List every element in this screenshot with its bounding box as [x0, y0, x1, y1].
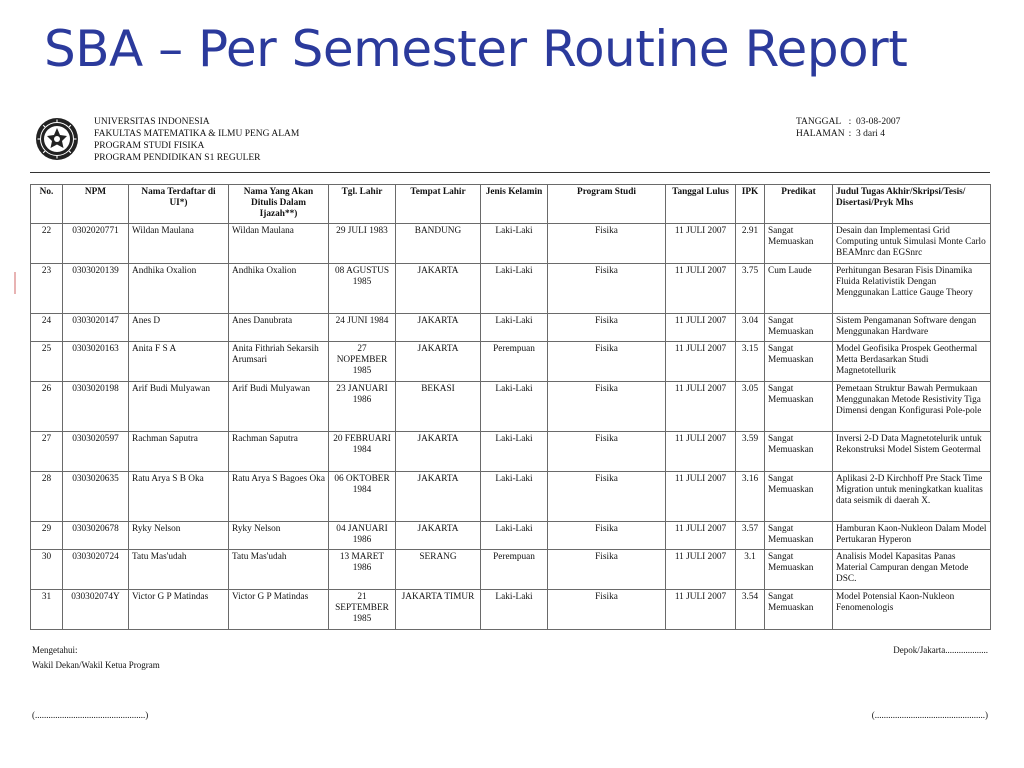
- cell-gender: Laki-Laki: [481, 224, 548, 264]
- cell-birth-date: 24 JUNI 1984: [329, 314, 396, 342]
- cell-graduation-date: 11 JULI 2007: [666, 472, 736, 522]
- cell-birth-place: JAKARTA TIMUR: [396, 590, 481, 630]
- cell-no: 26: [31, 382, 63, 432]
- cell-thesis-title: Aplikasi 2-D Kirchhoff Pre Stack Time Migration untuk meningkatkan kualitas data seismik di daerah X.: [833, 472, 991, 522]
- cell-no: 22: [31, 224, 63, 264]
- table-row: [31, 432, 991, 472]
- cell-no: 28: [31, 472, 63, 522]
- cell-no: 27: [31, 432, 63, 472]
- cell-study-program: Fisika: [548, 432, 666, 472]
- cell-thesis-title: Model Geofisika Prospek Geothermal Metta Berdasarkan Studi Magnetotellurik: [833, 342, 991, 382]
- cell-predicate: Sangat Memuaskan: [765, 432, 833, 472]
- cell-thesis-title: Perhitungan Besaran Fisis Dinamika Fluida Relativistik Dengan Menggunakan Lattice Gauge Theory: [833, 264, 991, 314]
- report-meta: [796, 116, 900, 140]
- signing-place: Depok/Jakarta...................: [893, 645, 988, 655]
- cell-thesis-title: Sistem Pengamanan Software dengan Menggunakan Hardware: [833, 314, 991, 342]
- cell-predicate: Sangat Memuaskan: [765, 224, 833, 264]
- table-row: [31, 522, 991, 550]
- cell-birth-date: 23 JANUARI 1986: [329, 382, 396, 432]
- cell-graduation-date: 11 JULI 2007: [666, 342, 736, 382]
- cell-thesis-title: Inversi 2-D Data Magnetotelurik untuk Rekonstruksi Model Sistem Geotermal: [833, 432, 991, 472]
- cell-no: 24: [31, 314, 63, 342]
- cell-graduation-date: 11 JULI 2007: [666, 382, 736, 432]
- cell-thesis-title: Hamburan Kaon-Nukleon Dalam Model Pertukaran Hyperon: [833, 522, 991, 550]
- cell-thesis-title: Analisis Model Kapasitas Panas Material Campuran dengan Metode DSC.: [833, 550, 991, 590]
- table-row: [31, 314, 991, 342]
- institution-line: PROGRAM PENDIDIKAN S1 REGULER: [94, 153, 261, 163]
- cell-gender: Laki-Laki: [481, 382, 548, 432]
- page-label: HALAMAN: [796, 129, 845, 139]
- meta-page-row: [796, 128, 900, 140]
- cell-diploma-name: Anes Danubrata: [229, 314, 329, 342]
- cell-birth-place: SERANG: [396, 550, 481, 590]
- cell-npm: 0302020771: [63, 224, 129, 264]
- table-row: [31, 550, 991, 590]
- meta-date-row: [796, 116, 900, 128]
- cell-diploma-name: Tatu Mas'udah: [229, 550, 329, 590]
- table-row: [31, 590, 991, 630]
- cell-predicate: Sangat Memuaskan: [765, 314, 833, 342]
- cell-gpa: 3.04: [736, 314, 765, 342]
- cell-study-program: Fisika: [548, 314, 666, 342]
- cell-no: 29: [31, 522, 63, 550]
- cell-predicate: Sangat Memuaskan: [765, 590, 833, 630]
- column-header: Tanggal Lulus: [666, 185, 736, 224]
- column-header: Nama Terdaftar di UI*): [129, 185, 229, 224]
- cell-graduation-date: 11 JULI 2007: [666, 522, 736, 550]
- cell-study-program: Fisika: [548, 382, 666, 432]
- table-row: [31, 472, 991, 522]
- cell-graduation-date: 11 JULI 2007: [666, 314, 736, 342]
- cell-npm: 0303020147: [63, 314, 129, 342]
- table-row: [31, 224, 991, 264]
- cell-gpa: 3.15: [736, 342, 765, 382]
- cell-predicate: Sangat Memuaskan: [765, 522, 833, 550]
- cell-registered-name: Ratu Arya S B Oka: [129, 472, 229, 522]
- cell-birth-place: JAKARTA: [396, 432, 481, 472]
- cell-study-program: Fisika: [548, 342, 666, 382]
- cell-birth-place: BANDUNG: [396, 224, 481, 264]
- meta-separator: :: [848, 129, 852, 139]
- cell-gpa: 3.75: [736, 264, 765, 314]
- date-value: 03-08-2007: [856, 117, 901, 127]
- column-header: Tempat Lahir: [396, 185, 481, 224]
- table-row: [31, 382, 991, 432]
- cell-gpa: 3.16: [736, 472, 765, 522]
- cell-study-program: Fisika: [548, 224, 666, 264]
- cell-registered-name: Rachman Saputra: [129, 432, 229, 472]
- cell-diploma-name: Victor G P Matindas: [229, 590, 329, 630]
- column-header: NPM: [63, 185, 129, 224]
- cell-npm: 0303020139: [63, 264, 129, 314]
- table-header-row: [31, 185, 991, 224]
- cell-birth-date: 29 JULI 1983: [329, 224, 396, 264]
- cell-npm: 0303020163: [63, 342, 129, 382]
- header-divider: [30, 172, 990, 173]
- cell-graduation-date: 11 JULI 2007: [666, 550, 736, 590]
- cell-birth-place: BEKASI: [396, 382, 481, 432]
- column-header: Judul Tugas Akhir/Skripsi/Tesis/ Disertasi/Pryk Mhs: [833, 185, 991, 224]
- cell-no: 25: [31, 342, 63, 382]
- cell-predicate: Sangat Memuaskan: [765, 342, 833, 382]
- cell-birth-date: 04 JANUARI 1986: [329, 522, 396, 550]
- cell-diploma-name: Anita Fithriah Sekarsih Arumsari: [229, 342, 329, 382]
- cell-diploma-name: Andhika Oxalion: [229, 264, 329, 314]
- cell-registered-name: Arif Budi Mulyawan: [129, 382, 229, 432]
- cell-gender: Perempuan: [481, 550, 548, 590]
- cell-no: 31: [31, 590, 63, 630]
- cell-birth-date: 27 NOPEMBER 1985: [329, 342, 396, 382]
- cell-birth-place: JAKARTA: [396, 264, 481, 314]
- cell-birth-place: JAKARTA: [396, 314, 481, 342]
- cell-study-program: Fisika: [548, 590, 666, 630]
- cell-gender: Laki-Laki: [481, 472, 548, 522]
- cell-birth-place: JAKARTA: [396, 522, 481, 550]
- table-body: [31, 224, 991, 630]
- cell-predicate: Sangat Memuaskan: [765, 472, 833, 522]
- cell-registered-name: Andhika Oxalion: [129, 264, 229, 314]
- cell-npm: 030302074Y: [63, 590, 129, 630]
- cell-birth-date: 21 SEPTEMBER 1985: [329, 590, 396, 630]
- cell-diploma-name: Ratu Arya S Bagoes Oka: [229, 472, 329, 522]
- cell-birth-place: JAKARTA: [396, 342, 481, 382]
- page-value: 3 dari 4: [856, 129, 886, 139]
- meta-separator: :: [848, 117, 852, 127]
- report-document: [30, 112, 990, 732]
- signatory-role: Wakil Dekan/Wakil Ketua Program: [32, 660, 160, 670]
- column-header: Nama Yang Akan Ditulis Dalam Ijazah**): [229, 185, 329, 224]
- cell-birth-place: JAKARTA: [396, 472, 481, 522]
- cell-no: 30: [31, 550, 63, 590]
- cell-npm: 0303020724: [63, 550, 129, 590]
- cell-graduation-date: 11 JULI 2007: [666, 590, 736, 630]
- institution-line: FAKULTAS MATEMATIKA & ILMU PENG ALAM: [94, 129, 300, 139]
- cell-study-program: Fisika: [548, 522, 666, 550]
- cell-graduation-date: 11 JULI 2007: [666, 432, 736, 472]
- institution-line: UNIVERSITAS INDONESIA: [94, 117, 210, 127]
- cell-thesis-title: Desain dan Implementasi Grid Computing untuk Simulasi Monte Carlo BEAMnrc dan EGSnrc: [833, 224, 991, 264]
- cell-no: 23: [31, 264, 63, 314]
- cell-diploma-name: Rachman Saputra: [229, 432, 329, 472]
- cell-study-program: Fisika: [548, 472, 666, 522]
- cell-diploma-name: Arif Budi Mulyawan: [229, 382, 329, 432]
- cell-birth-date: 20 FEBRUARI 1984: [329, 432, 396, 472]
- column-header: IPK: [736, 185, 765, 224]
- table-row: [31, 342, 991, 382]
- cell-registered-name: Victor G P Matindas: [129, 590, 229, 630]
- university-seal-icon: [34, 116, 80, 162]
- column-header: Jenis Kelamin: [481, 185, 548, 224]
- cell-gender: Perempuan: [481, 342, 548, 382]
- cell-thesis-title: Pemetaan Struktur Bawah Permukaan Menggunakan Metode Resistivity Tiga Dimensi dengan Konfigurasi Pole-pole: [833, 382, 991, 432]
- column-header: Program Studi: [548, 185, 666, 224]
- cell-registered-name: Wildan Maulana: [129, 224, 229, 264]
- cell-registered-name: Anita F S A: [129, 342, 229, 382]
- cell-gpa: 2.91: [736, 224, 765, 264]
- signature-line-right: (.................................................): [871, 710, 988, 720]
- cell-registered-name: Tatu Mas'udah: [129, 550, 229, 590]
- cell-birth-date: 08 AGUSTUS 1985: [329, 264, 396, 314]
- institution-header: [94, 116, 299, 164]
- cell-gpa: 3.54: [736, 590, 765, 630]
- cell-study-program: Fisika: [548, 550, 666, 590]
- cell-npm: 0303020635: [63, 472, 129, 522]
- cell-gpa: 3.1: [736, 550, 765, 590]
- cell-gender: Laki-Laki: [481, 264, 548, 314]
- margin-mark: [14, 272, 16, 294]
- cell-diploma-name: Wildan Maulana: [229, 224, 329, 264]
- cell-birth-date: 06 OKTOBER 1984: [329, 472, 396, 522]
- cell-predicate: Cum Laude: [765, 264, 833, 314]
- cell-gpa: 3.05: [736, 382, 765, 432]
- column-header: No.: [31, 185, 63, 224]
- table-row: [31, 264, 991, 314]
- cell-study-program: Fisika: [548, 264, 666, 314]
- acknowledged-label: Mengetahui:: [32, 645, 78, 655]
- cell-gender: Laki-Laki: [481, 590, 548, 630]
- cell-npm: 0303020678: [63, 522, 129, 550]
- cell-gender: Laki-Laki: [481, 522, 548, 550]
- cell-predicate: Sangat Memuaskan: [765, 550, 833, 590]
- cell-registered-name: Ryky Nelson: [129, 522, 229, 550]
- cell-gpa: 3.59: [736, 432, 765, 472]
- cell-thesis-title: Model Potensial Kaon-Nukleon Fenomenologis: [833, 590, 991, 630]
- institution-line: PROGRAM STUDI FISIKA: [94, 141, 205, 151]
- slide-title: SBA – Per Semester Routine Report: [44, 20, 908, 78]
- cell-gender: Laki-Laki: [481, 314, 548, 342]
- cell-registered-name: Anes D: [129, 314, 229, 342]
- signature-line-left: (.................................................): [32, 710, 149, 720]
- cell-npm: 0303020597: [63, 432, 129, 472]
- graduates-table: [30, 184, 991, 630]
- cell-npm: 0303020198: [63, 382, 129, 432]
- column-header: Predikat: [765, 185, 833, 224]
- column-header: Tgl. Lahir: [329, 185, 396, 224]
- cell-diploma-name: Ryky Nelson: [229, 522, 329, 550]
- cell-gpa: 3.57: [736, 522, 765, 550]
- cell-gender: Laki-Laki: [481, 432, 548, 472]
- cell-birth-date: 13 MARET 1986: [329, 550, 396, 590]
- cell-graduation-date: 11 JULI 2007: [666, 264, 736, 314]
- cell-predicate: Sangat Memuaskan: [765, 382, 833, 432]
- date-label: TANGGAL: [796, 117, 842, 127]
- cell-graduation-date: 11 JULI 2007: [666, 224, 736, 264]
